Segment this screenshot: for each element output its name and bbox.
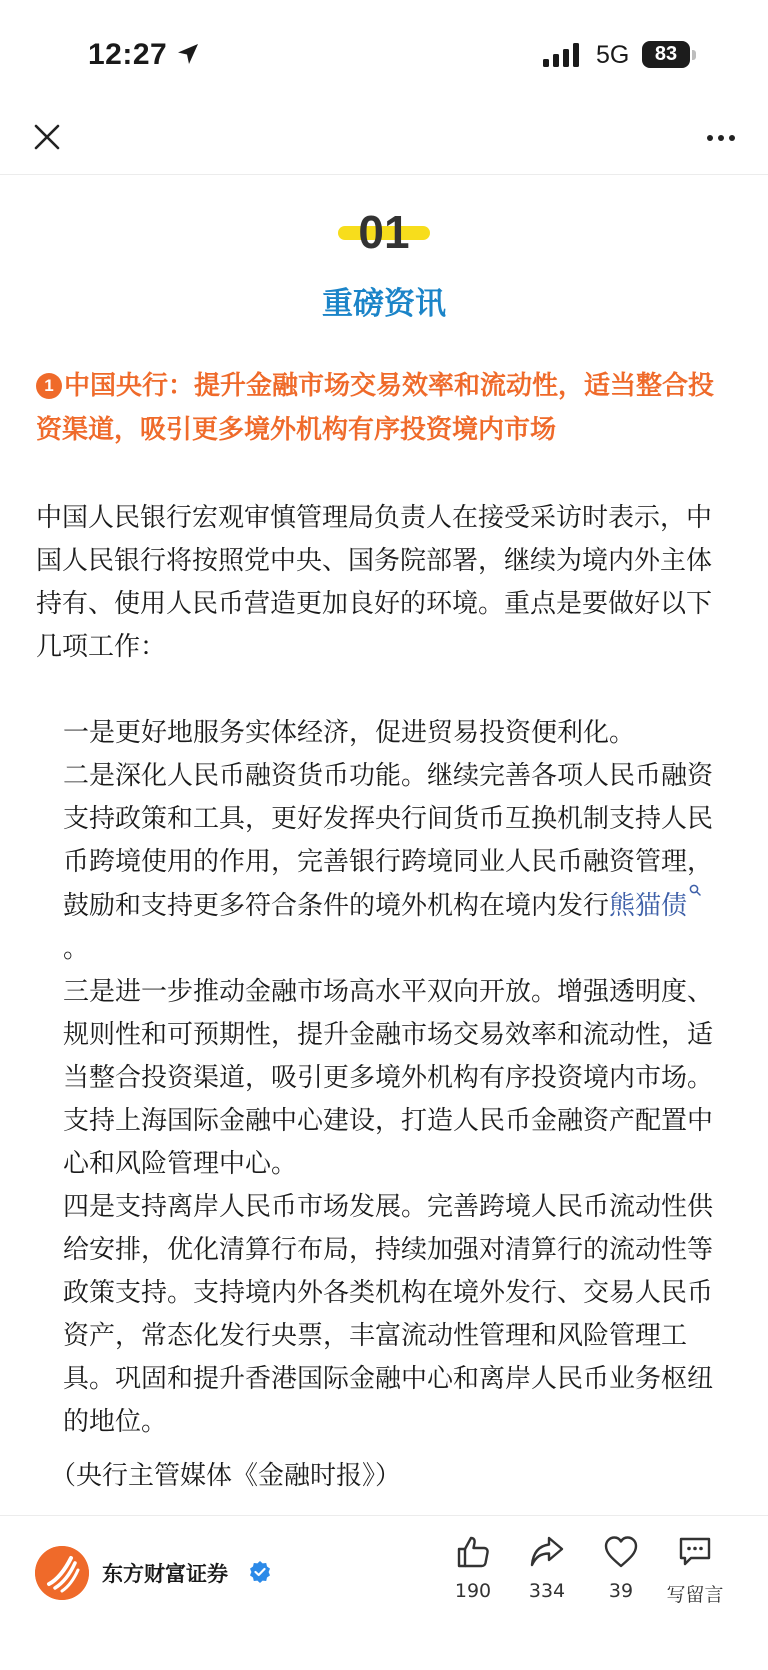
- cellular-signal-icon: [543, 43, 583, 67]
- news-headline: [36, 364, 736, 452]
- thumbs-up-icon: [455, 1534, 491, 1570]
- panda-bond-link[interactable]: 熊猫债: [609, 891, 688, 921]
- account-logo[interactable]: [35, 1546, 89, 1600]
- point-2: [63, 755, 713, 971]
- point-2-text: 二是深化人民币融资货币功能。继续完善各项人民币融资支持政策和工具，更好发挥央行间货币互换机制支持人民币跨境使用的作用，完善银行跨境同业人民币融资管理，鼓励和支持更多符合条件的境外机构在境内发行: [63, 761, 714, 921]
- verified-badge-icon: [248, 1560, 272, 1584]
- battery-icon: 83: [642, 41, 690, 68]
- favorite-button[interactable]: [581, 1534, 661, 1602]
- share-button[interactable]: [507, 1534, 587, 1602]
- status-time: 12:27: [88, 38, 168, 71]
- network-type: 5G: [596, 41, 630, 69]
- point-2-end: 。: [63, 934, 90, 964]
- status-bar: [0, 0, 768, 110]
- point-3: 三是进一步推动金融市场高水平双向开放。增强透明度、规则性和可预期性，提升金融市场交易效率和流动性，适当整合投资渠道，吸引更多境外机构有序投资境内市场。支持上海国际金融中心建设，打造人民币金融资产配置中心和风险管理中心。: [63, 977, 714, 1179]
- section-title: 重磅资讯: [322, 286, 446, 322]
- section-number: [0, 205, 768, 259]
- like-button[interactable]: [433, 1534, 513, 1602]
- nav-bar: [0, 110, 768, 175]
- share-icon: [529, 1534, 565, 1570]
- point-1: 一是更好地服务实体经济，促进贸易投资便利化。: [63, 718, 636, 748]
- battery-tip: [692, 50, 696, 60]
- work-points: [63, 712, 713, 1444]
- footer-bar: [0, 1515, 768, 1670]
- intro-paragraph: 中国人民银行宏观审慎管理局负责人在接受采访时表示，中国人民银行将按照党中央、国务院部署，继续为境内外主体持有、使用人民币营造更加良好的环境。重点是要做好以下几项工作：: [36, 503, 713, 662]
- section-number-text: 01: [358, 206, 410, 258]
- comment-button[interactable]: [655, 1534, 735, 1607]
- comment-icon: [677, 1534, 713, 1570]
- comment-label: 写留言: [666, 1584, 724, 1606]
- like-count: 190: [454, 1580, 492, 1602]
- headline-number-badge: 1: [36, 373, 62, 399]
- point-4: 四是支持离岸人民币市场发展。完善跨境人民币流动性供给安排，优化清算行布局，持续加强对清算行的流动性等政策支持。支持境内外各类机构在境外发行、交易人民币资产，常态化发行央票，丰富流动性管理和风险管理工具。巩固和提升香港国际金融中心和离岸人民币业务枢纽的地位。: [63, 1192, 714, 1437]
- heart-icon: [603, 1534, 639, 1570]
- source-note: （央行主管媒体《金融时报》）: [50, 1461, 402, 1491]
- share-count: 334: [528, 1580, 566, 1602]
- headline-text: 中国央行：提升金融市场交易效率和流动性，适当整合投资渠道，吸引更多境外机构有序投资境内市场: [36, 371, 715, 445]
- location-arrow-icon: [176, 42, 200, 66]
- search-icon[interactable]: [689, 884, 701, 896]
- more-icon[interactable]: [706, 134, 736, 142]
- account-name[interactable]: 东方财富证券: [102, 1562, 228, 1586]
- favorite-count: 39: [608, 1580, 634, 1602]
- eastmoney-logo-icon: [35, 1546, 89, 1600]
- close-icon[interactable]: [33, 123, 61, 151]
